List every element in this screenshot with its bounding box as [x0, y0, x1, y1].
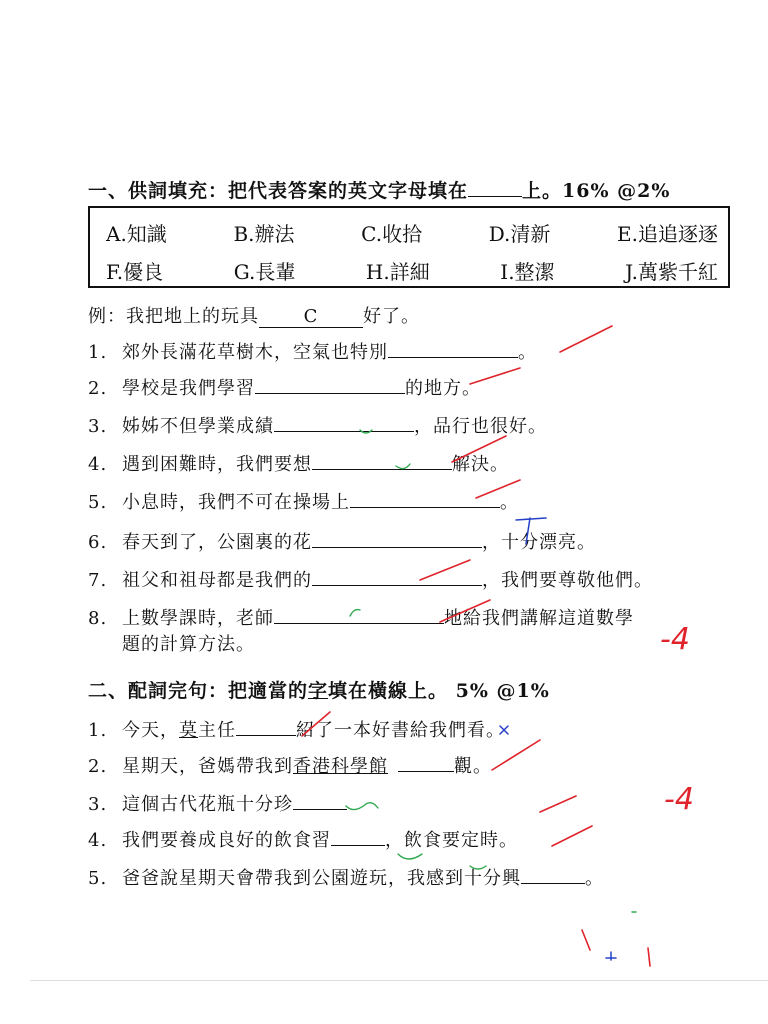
- question-text: 上數學課時，老師: [122, 608, 274, 629]
- red-tick-mark: [552, 826, 592, 846]
- question-suffix: ，品行也很好。: [414, 416, 547, 437]
- red-tick-mark: [420, 560, 470, 580]
- question-text: 遇到困難時，我們要想: [122, 454, 312, 475]
- question-suffix: 。: [500, 492, 519, 513]
- question-number: 3.: [88, 416, 108, 437]
- question-number: 8.: [88, 608, 108, 629]
- section1-score-mark: -4: [660, 622, 690, 657]
- question-text: 春天到了，公園裏的花: [122, 532, 312, 553]
- question-number: 5.: [88, 868, 108, 889]
- question-text: 這個古代花瓶十分珍: [122, 794, 293, 815]
- question-number: 2.: [88, 378, 108, 399]
- example-answer: C: [259, 306, 363, 328]
- section2-score-mark: -4: [664, 782, 694, 817]
- choice-d: D.清新: [488, 222, 551, 246]
- example-text: 例：我把地上的玩具: [88, 306, 259, 327]
- red-tick-mark: [648, 948, 650, 966]
- question-number: 7.: [88, 570, 108, 591]
- question-number: 6.: [88, 532, 108, 553]
- question-text: 星期天，爸媽帶我到: [122, 756, 293, 777]
- question-suffix: ，我們要尊敬他們。: [482, 570, 653, 591]
- choice-i: I.整潔: [500, 260, 555, 284]
- choice-c: C.收拾: [361, 222, 423, 246]
- question-suffix: 紹了一本好書給我們看。: [296, 720, 505, 741]
- question-number: 4.: [88, 454, 108, 475]
- section2-heading-text: 二、配詞完句：把適當的: [88, 680, 309, 702]
- choice-h: H.詳細: [365, 260, 430, 284]
- choice-a: A.知識: [106, 222, 167, 246]
- question-text: 爸爸說星期天會帶我到公園遊玩，我感到十分興: [122, 868, 521, 889]
- question-suffix: 。: [585, 868, 604, 889]
- blue-mark: [516, 518, 546, 544]
- green-mark: [396, 464, 410, 469]
- green-mark: [470, 866, 486, 869]
- green-mark: [350, 610, 360, 616]
- red-tick-mark: [302, 712, 330, 736]
- question-number: 4.: [88, 830, 108, 851]
- red-tick-mark: [476, 480, 520, 498]
- section2-heading-underlined: 字: [308, 680, 329, 702]
- question-number: 3.: [88, 794, 108, 815]
- choice-f: F.優良: [106, 260, 164, 284]
- question-suffix: 地給我們講解這道數學: [444, 608, 634, 629]
- question-text: 學校是我們學習: [122, 378, 255, 399]
- question-suffix: 。: [518, 342, 537, 363]
- question-suffix: 的地方。: [405, 378, 481, 399]
- question-number: 5.: [88, 492, 108, 513]
- question-suffix: ，飲食要定時。: [385, 830, 518, 851]
- question-suffix: 解決。: [452, 454, 509, 475]
- choice-g: G.長輩: [233, 260, 296, 284]
- red-tick-mark: [560, 326, 612, 352]
- question-text: 今天，: [122, 720, 179, 741]
- question-text: 小息時，我們不可在操場上: [122, 492, 350, 513]
- blue-mark: [606, 952, 616, 960]
- footer-divider: [30, 980, 768, 981]
- place-name: 香港科學館: [293, 756, 388, 777]
- question-text: 主任: [198, 720, 236, 741]
- question-text: 郊外長滿花草樹木，空氣也特別: [122, 342, 388, 363]
- section1-heading-text: 一、供詞填充：把代表答案的英文字母填在: [88, 180, 469, 202]
- question-text: 我們要養成良好的飲食習: [122, 830, 331, 851]
- red-tick-mark: [452, 436, 506, 462]
- choice-b: B.辦法: [233, 222, 295, 246]
- choice-j: J.萬紫千紅: [625, 260, 718, 284]
- red-tick-mark: [582, 930, 590, 950]
- section2-heading-score: 填在橫線上。 5% @1%: [328, 680, 550, 702]
- question-number: 1.: [88, 720, 108, 741]
- green-mark: [398, 854, 422, 859]
- question-number: 2.: [88, 756, 108, 777]
- question-suffix: 觀。: [454, 756, 492, 777]
- question-text-continued: 題的計算方法。: [122, 634, 255, 655]
- green-mark: [346, 803, 378, 810]
- red-tick-mark: [440, 600, 490, 622]
- red-tick-mark: [492, 740, 540, 770]
- question-text: 祖父和祖母都是我們的: [122, 570, 312, 591]
- question-text: 姊姊不但學業成績: [122, 416, 274, 437]
- red-tick-mark: [540, 796, 576, 812]
- blue-mark: [500, 726, 508, 734]
- red-tick-mark: [470, 368, 520, 384]
- example-suffix: 好了。: [363, 306, 420, 327]
- green-mark: [360, 430, 372, 433]
- proper-name: 莫: [179, 720, 198, 741]
- question-number: 1.: [88, 342, 108, 363]
- question-suffix: ，十分漂亮。: [482, 532, 596, 553]
- choice-e: E.追追逐逐: [617, 222, 718, 246]
- section1-heading-score: 上。16% @2%: [522, 180, 671, 202]
